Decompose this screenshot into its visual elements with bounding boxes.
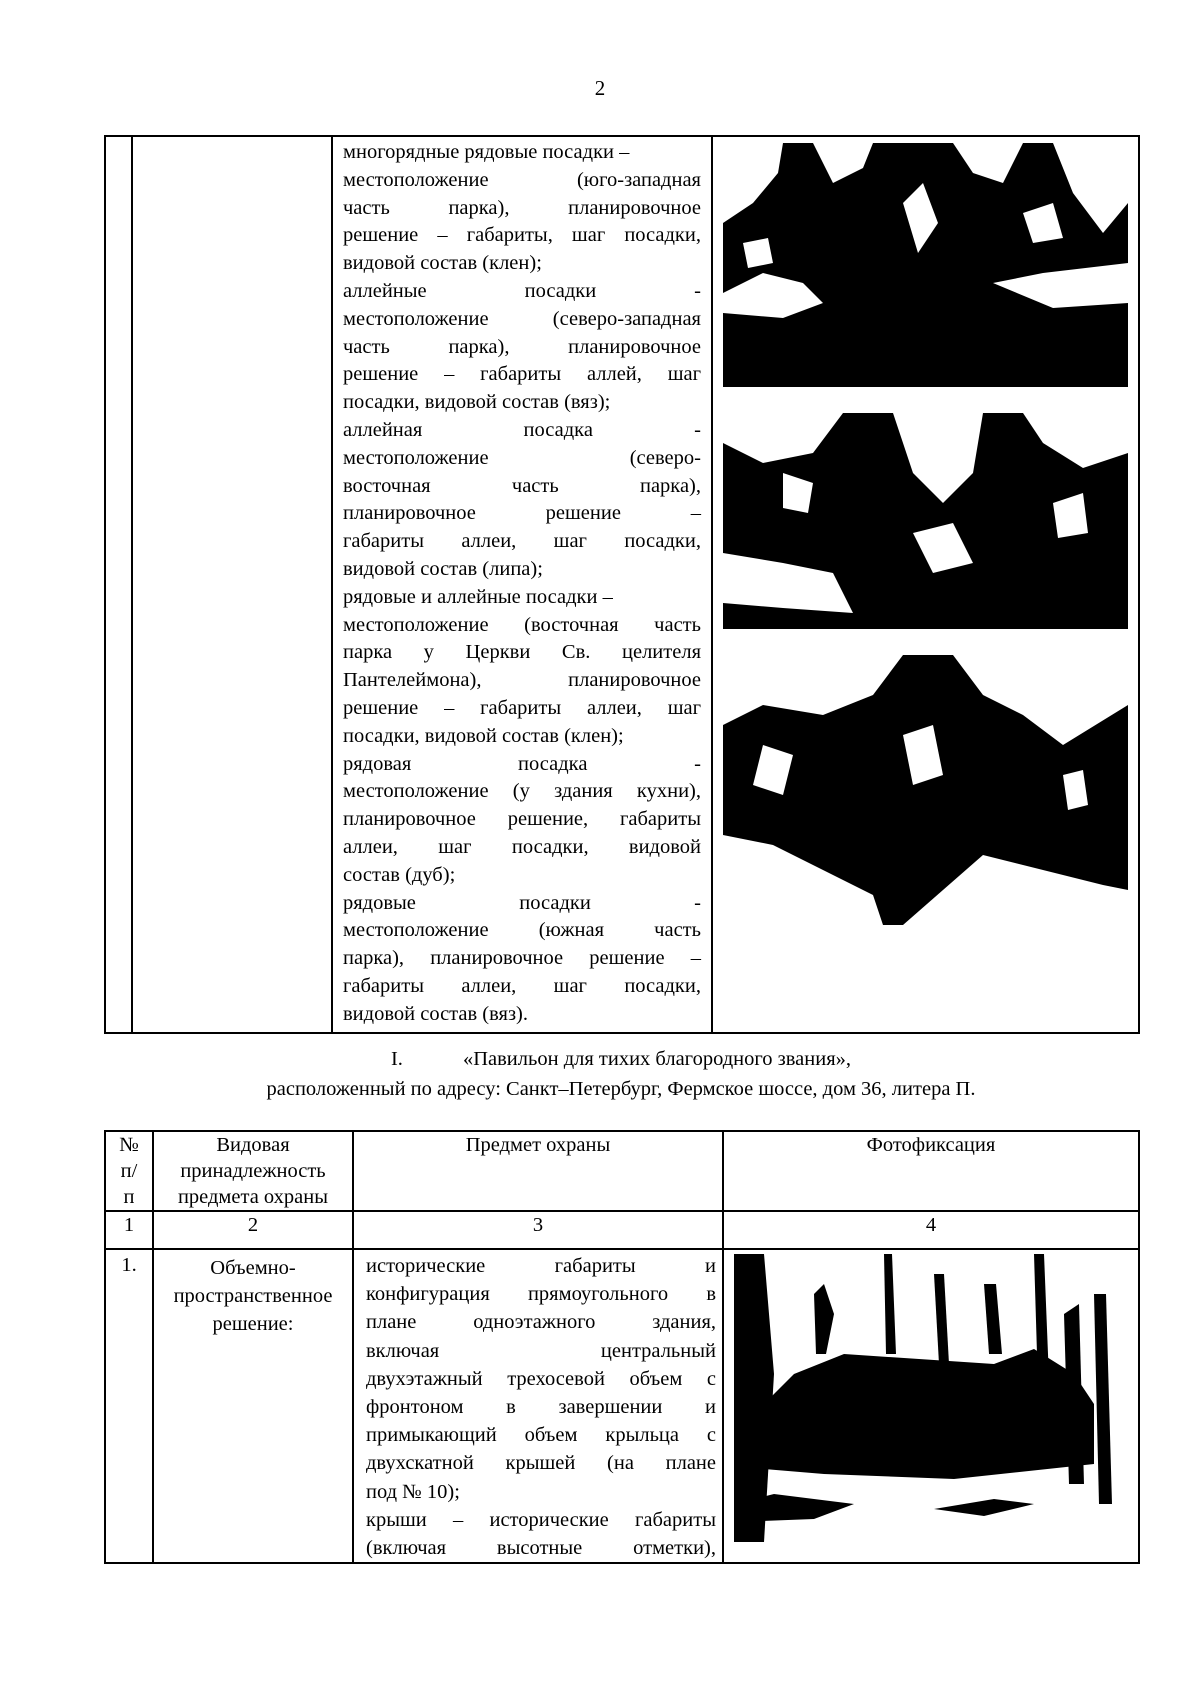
text-line: крыши – исторические габариты <box>366 1508 716 1531</box>
protection-subject-table <box>104 1130 1140 1564</box>
protection-subject-text <box>332 136 712 1033</box>
type-line: пространственное <box>173 1285 333 1307</box>
text-line: местоположение (восточная часть <box>343 613 701 636</box>
type-line: Объемно- <box>210 1257 296 1279</box>
text-line: аллеи, шаг посадки, видовой <box>343 835 701 858</box>
text-line: местоположение (у здания кухни), <box>343 780 701 803</box>
text-line: рядовая посадка - <box>343 752 701 775</box>
photo-pavilion <box>734 1254 1130 1542</box>
text-line: местоположение (северо- <box>343 446 701 469</box>
page-number: 2 <box>594 76 606 100</box>
text-line: габариты аллеи, шаг посадки, <box>343 530 701 553</box>
text-line: местоположение (северо-западная <box>343 307 701 330</box>
text-line: планировочное решение – <box>343 502 701 525</box>
text-line: габариты аллеи, шаг посадки, <box>343 974 701 997</box>
text-line: рядовые посадки - <box>343 891 701 914</box>
section-title <box>104 1044 1138 1074</box>
photo-cell <box>712 136 1139 1033</box>
text-line: парка), планировочное решение – <box>343 947 701 970</box>
text-line: фронтоном в завершении и <box>366 1396 716 1419</box>
text-line: решение – габариты аллеи, шаг <box>343 696 701 719</box>
text-line: примыкающий объем крыльца с <box>366 1424 716 1447</box>
column-number: 2 <box>153 1211 353 1249</box>
row-number: 1. <box>105 1249 153 1563</box>
header-col-photo: Фотофиксация <box>723 1131 1139 1211</box>
column-numbers-row <box>105 1211 1139 1249</box>
header-line: Видовая <box>216 1134 290 1156</box>
text-line: часть парка), планировочное <box>343 335 701 358</box>
text-line: (включая высотные отметки), <box>366 1537 716 1560</box>
text-line: планировочное решение, габариты <box>343 808 701 831</box>
column-number: 4 <box>723 1211 1139 1249</box>
text-line: состав (дуб); <box>343 863 456 886</box>
text-line: двухскатной крышей (на плане <box>366 1452 716 1475</box>
cell-number <box>105 136 132 1033</box>
type-line: решение: <box>212 1313 294 1335</box>
header-line: принадлежность <box>180 1160 326 1182</box>
text-line: видовой состав (клен); <box>343 252 542 275</box>
table-row <box>105 1249 1139 1563</box>
text-line: аллейные посадки - <box>343 279 701 302</box>
text-line: решение – габариты аллей, шаг <box>343 363 701 386</box>
header-line: п/ <box>120 1160 138 1182</box>
text-line: посадки, видовой состав (клен); <box>343 724 624 747</box>
photo-park-3 <box>723 655 1128 925</box>
text-line: решение – габариты, шаг посадки, <box>343 224 701 247</box>
row-type <box>153 1249 353 1563</box>
header-col-subject: Предмет охраны <box>353 1131 723 1211</box>
text-line: Пантелеймона), планировочное <box>343 669 701 692</box>
section-address: расположенный по адресу: Санкт–Петербург, Фермское шоссе, дом 36, литера П. <box>266 1078 976 1100</box>
header-col-type <box>153 1131 353 1211</box>
text-line: многорядные рядовые посадки – <box>343 141 630 163</box>
column-number: 1 <box>105 1211 153 1249</box>
header-line: № <box>119 1134 139 1156</box>
text-line: включая центральный <box>366 1339 716 1362</box>
text-line: аллейная посадка - <box>343 418 701 441</box>
text-line: под № 10); <box>366 1480 460 1503</box>
photo-park-1 <box>723 143 1128 387</box>
row-subject-text <box>353 1249 723 1563</box>
text-line: плане одноэтажного здания, <box>366 1311 716 1334</box>
row-photo-cell <box>723 1249 1139 1563</box>
text-line: часть парка), планировочное <box>343 196 701 219</box>
header-col-number <box>105 1131 153 1211</box>
text-line: парка у Церкви Св. целителя <box>343 641 701 664</box>
text-line: конфигурация прямоугольного в <box>366 1283 716 1306</box>
cell-type <box>132 136 332 1033</box>
header-line: п <box>123 1186 135 1208</box>
text-line: посадки, видовой состав (вяз); <box>343 391 611 414</box>
continuation-table <box>104 135 1140 1034</box>
text-line: рядовые и аллейные посадки – <box>343 585 613 608</box>
text-line: исторические габариты и <box>366 1255 716 1277</box>
photo-park-2 <box>723 413 1128 629</box>
text-line: видовой состав (вяз). <box>343 1002 529 1025</box>
text-line: местоположение (юго-западная <box>343 168 701 191</box>
text-line: двухэтажный трехосевой объем с <box>366 1367 716 1390</box>
text-line: видовой состав (липа); <box>343 557 543 580</box>
text-line: местоположение (южная часть <box>343 919 701 942</box>
text-line: восточная часть парка), <box>343 474 701 497</box>
section-roman-numeral: I. <box>390 1048 403 1070</box>
table-header-row <box>105 1131 1139 1211</box>
section-object-name: «Павильон для тихих благородного звания», <box>462 1048 852 1070</box>
header-line: предмета охраны <box>177 1186 329 1208</box>
column-number: 3 <box>353 1211 723 1249</box>
